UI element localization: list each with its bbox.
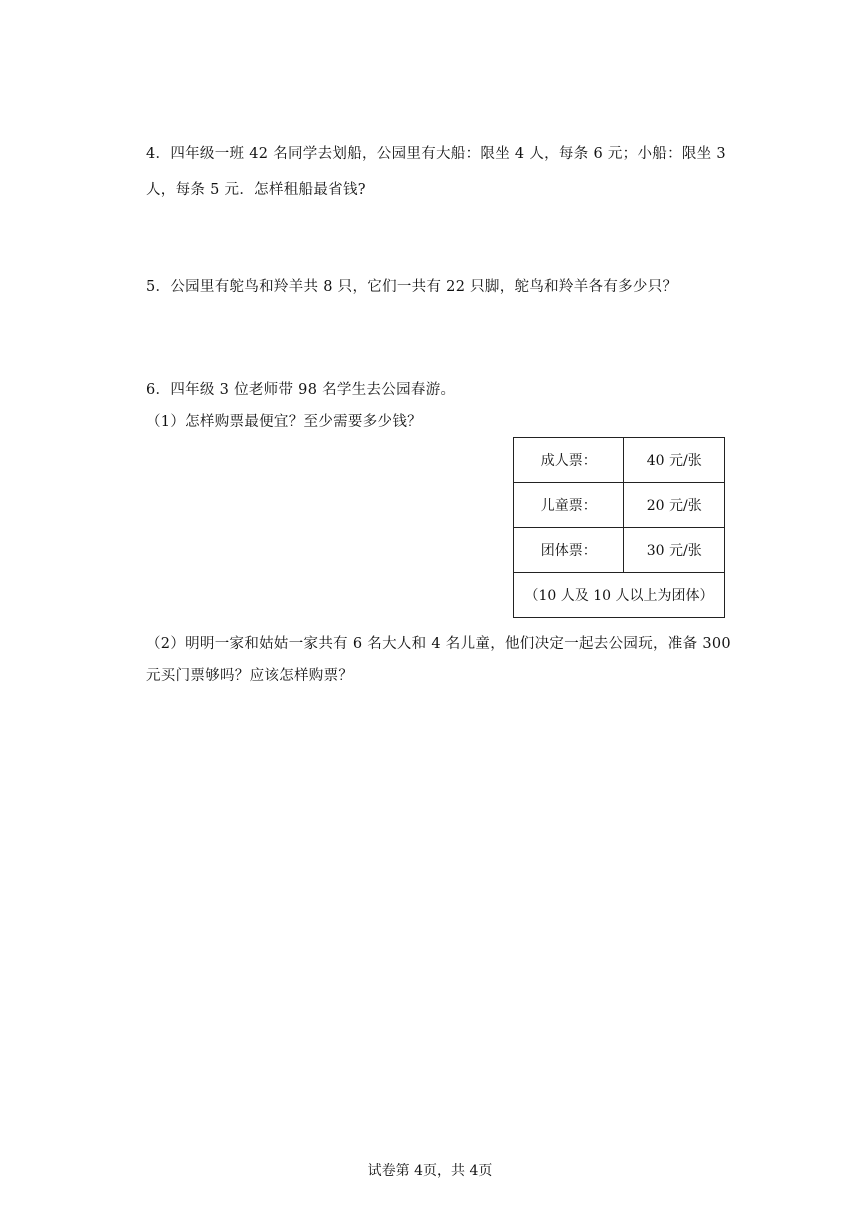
question-6-text: 6．四年级 3 位老师带 98 名学生去公园春游。 bbox=[146, 382, 456, 398]
group-ticket-price: 30 元/张 bbox=[624, 528, 725, 573]
table-row bbox=[514, 438, 725, 483]
ticket-price-table bbox=[513, 437, 725, 618]
table-row bbox=[514, 528, 725, 573]
table-row bbox=[514, 483, 725, 528]
table-row bbox=[514, 573, 725, 618]
question-5-text: 5．公园里有鸵鸟和羚羊共 8 只，它们一共有 22 只脚，鸵鸟和羚羊各有多少只？ bbox=[146, 279, 678, 295]
question-6-part-2-line-1: （2）明明一家和姑姑一家共有 6 名大人和 4 名儿童，他们决定一起去公园玩，准备 300 bbox=[146, 636, 731, 652]
child-ticket-price: 20 元/张 bbox=[624, 483, 725, 528]
question-4-line-2: 人，每条 5 元．怎样租船最省钱? bbox=[146, 182, 366, 198]
adult-ticket-price: 40 元/张 bbox=[624, 438, 725, 483]
question-6-part-2-line-2: 元买门票够吗？应该怎样购票？ bbox=[146, 668, 354, 684]
adult-ticket-label: 成人票： bbox=[514, 438, 624, 483]
question-6-part-1: （1）怎样购票最便宜？至少需要多少钱？ bbox=[146, 414, 422, 430]
question-4-line-1: 4．四年级一班 42 名同学去划船，公园里有大船：限坐 4 人，每条 6 元；小船：限坐 3 bbox=[146, 146, 726, 162]
group-ticket-label: 团体票： bbox=[514, 528, 624, 573]
page-footer: 试卷第 4页，共 4页 bbox=[367, 1163, 493, 1179]
group-ticket-note: （10 人及 10 人以上为团体） bbox=[514, 573, 725, 618]
child-ticket-label: 儿童票： bbox=[514, 483, 624, 528]
